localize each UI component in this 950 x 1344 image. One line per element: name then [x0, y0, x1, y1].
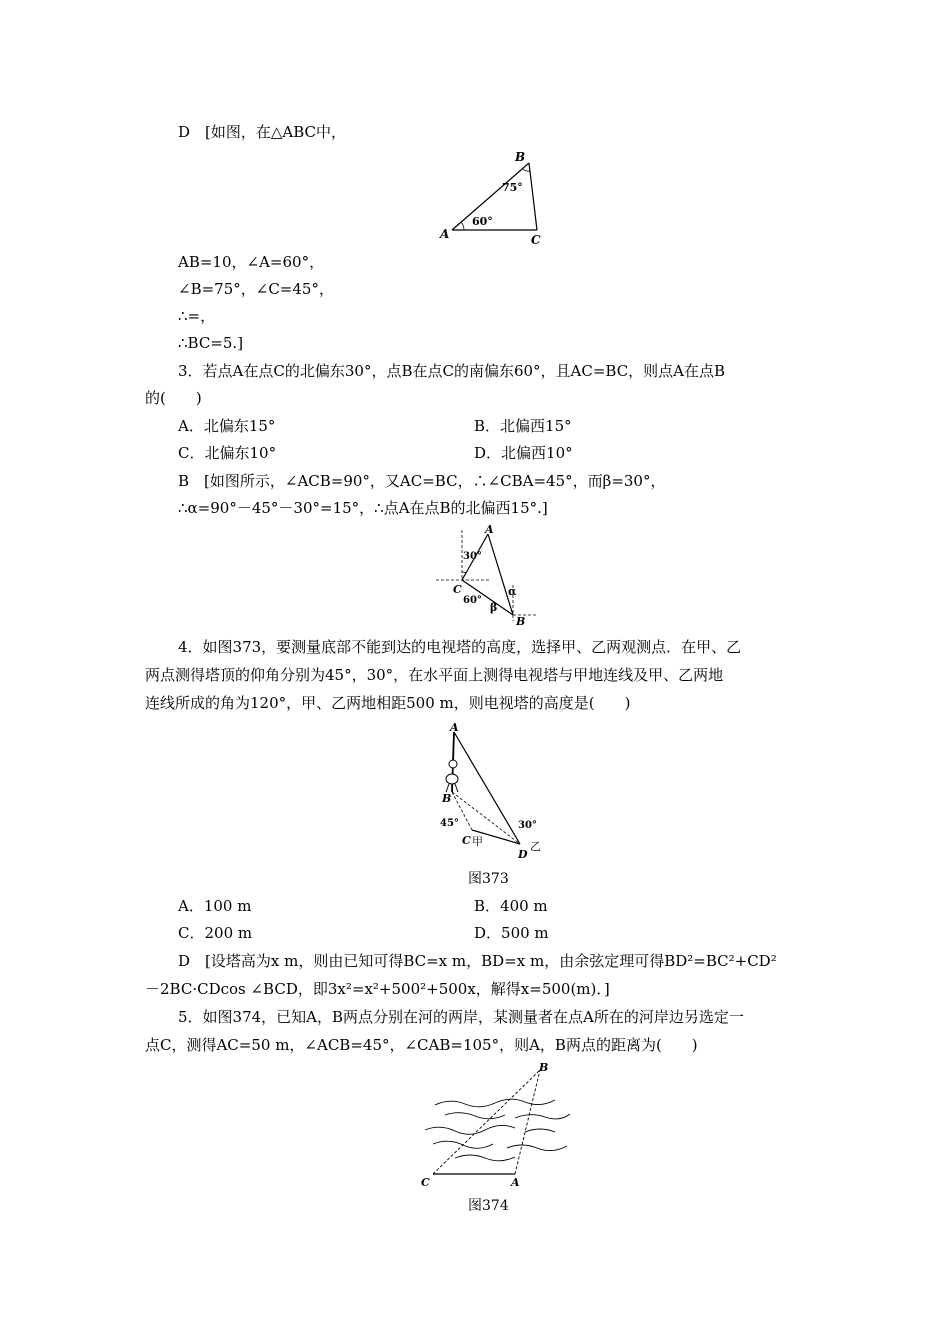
- answer-3b-line-2: ∴α=90°－45°－30°=15°，∴点A在点B的北偏西15°.]: [178, 499, 548, 517]
- angle-label-a: 60°: [472, 215, 493, 228]
- question-3-line-2: 的( ): [145, 389, 202, 407]
- figure-373-caption: 图373: [468, 871, 509, 887]
- vertex-label-c: C: [462, 834, 471, 847]
- question-4-option-a: A．100 m: [178, 897, 252, 915]
- triangle-figure-abc: [430, 146, 550, 248]
- vertex-label-b: B: [539, 1061, 549, 1074]
- angle-label-60: 60°: [463, 595, 482, 606]
- question-3-option-b: B．北偏西15°: [474, 417, 572, 435]
- question-3-option-a: A．北偏东15°: [178, 417, 276, 435]
- bearing-figure: [428, 525, 548, 627]
- angle-label-30: 30°: [463, 551, 482, 562]
- vertex-label-a: A: [485, 525, 494, 536]
- question-4-line-1: 4．如图373，要测量底部不能到达的电视塔的高度，选择甲、乙两观测点．在甲、乙: [178, 638, 742, 656]
- vertex-label-b: B: [442, 792, 452, 805]
- angle-label-30: 30°: [518, 820, 537, 831]
- vertex-label-a: A: [440, 227, 450, 241]
- answer-3-line-angles: ∠B=75°，∠C=45°，: [178, 280, 334, 298]
- question-4-line-3: 连线所成的角为120°，甲、乙两地相距500 m，则电视塔的高度是( ): [145, 694, 631, 712]
- question-3-line-1: 3．若点A在点C的北偏东30°，点B在点C的南偏东60°，且AC=BC，则点A在点B: [178, 362, 726, 380]
- angle-label-b: 75°: [502, 181, 523, 194]
- answer-3-header: D [如图，在△ABC中，: [178, 123, 347, 141]
- vertex-label-c: C: [453, 583, 462, 596]
- angle-label-beta: β: [490, 601, 498, 614]
- answer-3-line-ratio: ∴=，: [178, 307, 216, 325]
- figure-374-caption: 图374: [468, 1198, 509, 1214]
- angle-label-alpha: α: [508, 585, 517, 598]
- question-5-line-1: 5．如图374，已知A，B两点分别在河的两岸，某测量者在点A所在的河岸边另选定一: [178, 1008, 744, 1026]
- question-4-option-b: B．400 m: [474, 897, 548, 915]
- vertex-label-c: C: [531, 233, 541, 247]
- point-label-jia: 甲: [472, 835, 483, 848]
- answer-4-line-1: D [设塔高为x m，则由已知可得BC=x m，BD=x m，由余弦定理可得BD²=BC²+CD²: [178, 952, 777, 970]
- answer-3b-line-1: B [如图所示，∠ACB=90°，又AC=BC，∴∠CBA=45°，而β=30°，: [178, 472, 666, 490]
- question-3-option-c: C．北偏东10°: [178, 444, 277, 462]
- question-3-option-d: D．北偏西10°: [474, 444, 573, 462]
- vertex-label-b: B: [515, 150, 526, 164]
- answer-3-line-bc: ∴BC=5.]: [178, 334, 244, 352]
- vertex-label-b: B: [516, 615, 526, 627]
- point-label-yi: 乙: [530, 840, 541, 853]
- question-5-line-2: 点C，测得AC=50 m，∠ACB=45°，∠CAB=105°，则A，B两点的距离为( ): [145, 1036, 698, 1054]
- answer-3-line-ab: AB=10，∠A=60°，: [178, 253, 325, 271]
- vertex-label-a: A: [511, 1176, 520, 1188]
- angle-label-45: 45°: [440, 818, 459, 829]
- question-4-line-2: 两点测得塔顶的仰角分别为45°，30°，在水平面上测得电视塔与甲地连线及甲、乙两地: [145, 666, 724, 684]
- question-4-option-c: C．200 m: [178, 924, 253, 942]
- vertex-label-c: C: [421, 1176, 430, 1188]
- question-4-option-d: D．500 m: [474, 924, 549, 942]
- tv-tower-figure: [432, 722, 552, 862]
- vertex-label-a: A: [450, 722, 459, 734]
- answer-4-line-2: －2BC·CDcos ∠BCD，即3x²=x²+500²+500x，解得x=500(m)．]: [145, 980, 610, 998]
- vertex-label-d: D: [518, 848, 528, 861]
- river-figure: [415, 1060, 585, 1188]
